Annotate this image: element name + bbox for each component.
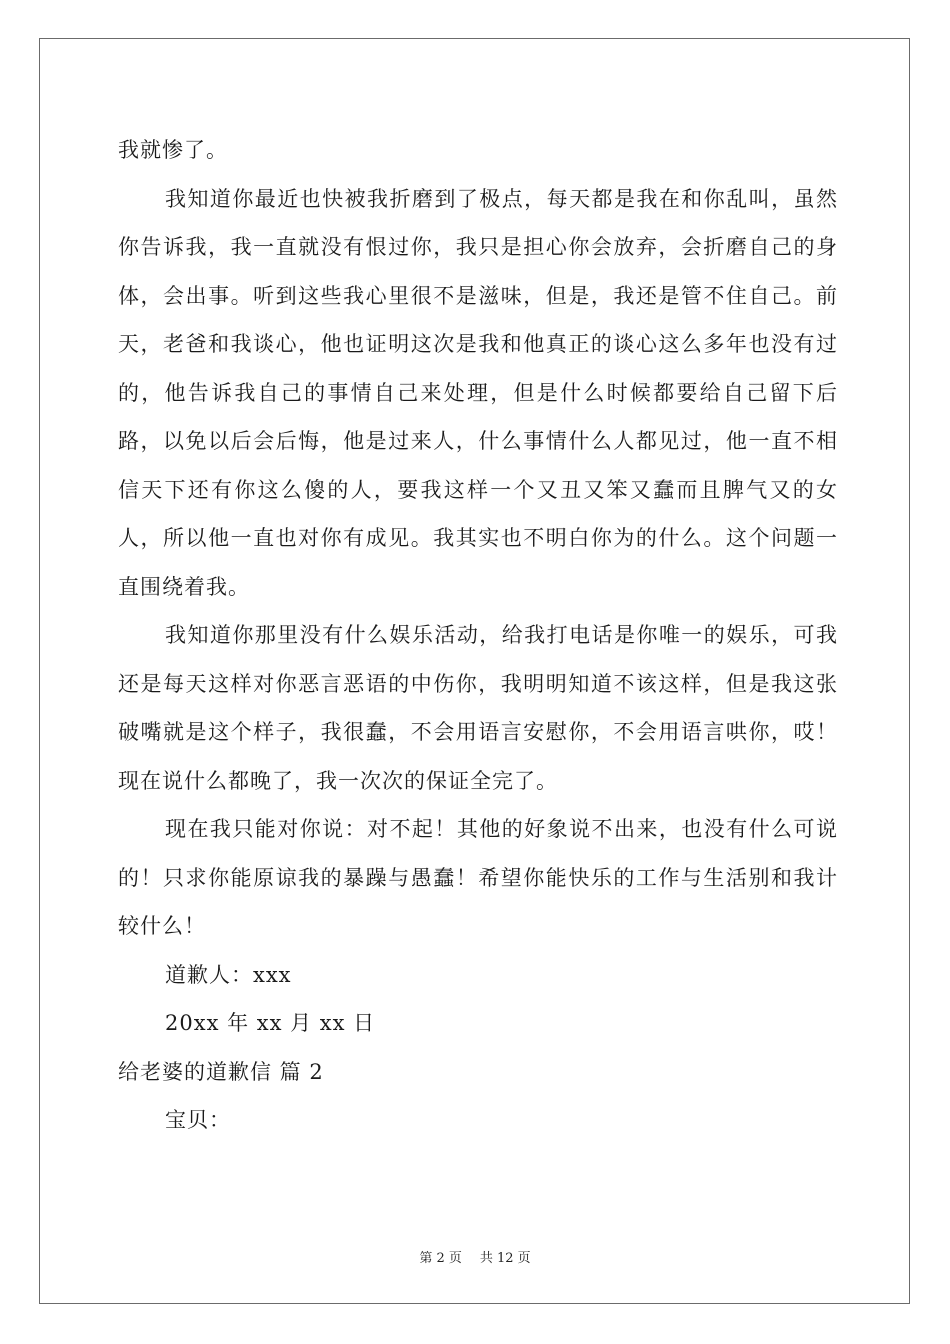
page-number: 第 2 页 <box>419 1251 462 1266</box>
document-body <box>118 126 838 1145</box>
paragraph: 现在我只能对你说：对不起！其他的好象说不出来，也没有什么可说的！只求你能原谅我的暴躁与愚蠢！希望你能快乐的工作与生活别和我计较什么！ <box>118 817 838 938</box>
page-total: 共 12 页 <box>479 1251 531 1266</box>
paragraph: 我知道你那里没有什么娱乐活动，给我打电话是你唯一的娱乐，可我还是每天这样对你恶言恶语的中伤你，我明明知道不该这样，但是我这张破嘴就是这个样子，我很蠢，不会用语言安慰你，不会用语言哄你，哎！现在说什么都晚了，我一次次的保证全完了。 <box>118 623 838 793</box>
paragraph: 我知道你最近也快被我折磨到了极点，每天都是我在和你乱叫，虽然你告诉我，我一直就没有恨过你，我只是担心你会放弃，会折磨自己的身体，会出事。听到这些我心里很不是滋味，但是，我还是管不住自己。前天，老爸和我谈心，他也证明这次是我和他真正的谈心这么多年也没有过的，他告诉我自己的事情自己来处理，但是什么时候都要给自己留下后路，以免以后会后悔，他是过来人，什么事情什么人都见过，他一直不相信天下还有你这么傻的人，要我这样一个又丑又笨又蠢而且脾气又的女人，所以他一直也对你有成见。我其实也不明白你为的什么。这个问题一直围绕着我。 <box>118 186 838 599</box>
section-heading: 给老婆的道歉信 篇 2 <box>118 1059 324 1084</box>
page-footer <box>0 1247 950 1266</box>
signature-line: 道歉人：xxx <box>165 962 292 987</box>
paragraph-continuation: 我就惨了。 <box>118 138 228 162</box>
date-line: 20xx 年 xx 月 xx 日 <box>165 1011 376 1035</box>
salutation: 宝贝： <box>165 1108 231 1132</box>
